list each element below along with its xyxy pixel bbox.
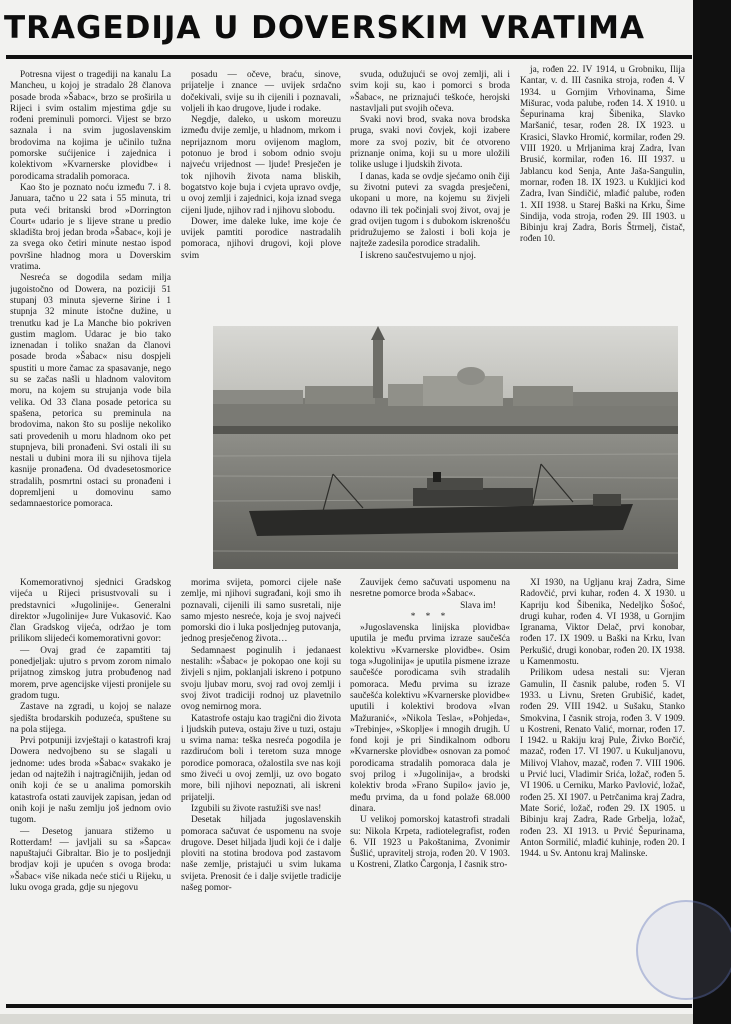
- ship-photo-icon: [213, 326, 678, 569]
- article-headline: TRAGEDIJA U DOVERSKIM VRATIMA: [4, 10, 645, 46]
- article-paragraph: »Jugoslavenska linijska plovidba« uputila je među prvima izraze saučešća kolektivu »Kvarnerske plovidbe«. Osim toga »Jugolinija« je uputila pismene izraze saučešće porodicama svih stradalih pomoraca. Među prvima su izraze saučešća kolektivu »Kvarnerske plovidbe« uputili i kolektivi brodova »Ivan Mažuranić«, »Nikola Tesla«, »Pohjeda«, »Trebinje«, »Skoplje« i mnogih drugih. U fond koji je pri Sindikalnom odboru »Kvarnerske plovidbe« osnovan za pomoć porodicama stradalih pomoraca dala je svoj prilog i »Jugolinija«, a brodski kolektiv broda »Frano Supilo« javio je, među prvima, da u fond polaže 68.000 dinara.: [350, 623, 510, 814]
- bottom-paper-strip: [0, 1014, 693, 1024]
- article-column-3: [350, 70, 510, 302]
- article-column-1: [10, 70, 171, 610]
- article-paragraph: Dower, ime daleke luke, ime koje će uvijek pamtiti porodice nastradalih pomoraca, njihovi drugovi, koji plove svim: [181, 216, 341, 261]
- article-paragraph: Svaki novi brod, svaka nova brodska pruga, svaki novi čovjek, koji izabere more za svoj poziv, bit će otvoreno priznanje onima, koji su u more uložili tolike usluge i ljudskih života.: [350, 115, 510, 171]
- article-paragraph: Nesreća se dogodila sedam milja jugoistočno od Dowera, na poziciji 51 stupanj 03 minuta sjeverne širine i 1 stupnja 32 minute istočne dužine, u trenutku kad je La Manche bio pokriven gustim maglom. Udarac je bio tako iznenadan i toliko snažan da članovi posade broda »Šabac« nisu dospjeli spustiti u more čamac za spasavanje, nego su se začas našli u hladnom valovitom moru, na kojem su strujanja vode bila velika. Od 33 člana posade petorica su spašena, petorica su preminula na brodovima, nakon što su poslije nekoliko sati provedenih u moru hladnom oko pet stupnjeva, bili pronađeni. Svi ostali ili su nestali u dubini mora ili su njihova tijela kasnije pronađena. Od dvadesetosmorice stradalih, posmrtni ostaci su pronađeni i dopremljeni u domovinu samo sedamnaestorice pomoraca.: [10, 273, 171, 510]
- dark-page-edge: [693, 0, 731, 1024]
- article-paragraph: * * *: [410, 611, 450, 622]
- article-paragraph: XI 1930, na Ugljanu kraj Zadra, Šime Radovčić, prvi kuhar, rođen 4. X 1930. u Kapriju kod Šibenika, Nedeljko Šošoć, drugi kuhar, rođen 4. VI 1938, u Gornjim Igranama, Viktor Delač, prvi konobar, rođen 17. IX 1909. u Baški na Krku, Ivan Perkušić, drugi konobar, rođen 20. IX 1938. u Kamenmostu.: [520, 578, 685, 668]
- article-paragraph: Zastave na zgradi, u kojoj se nalaze sjedišta brodarskih poduzeća, spuštene su na pola stijega.: [10, 702, 171, 735]
- article-paragraph: Katastrofe ostaju kao tragični dio života i ljudskih puteva, ostaju žive u tuzi, ostaju u svima nama: teška nesreća pogodila je razdirućom boli i teretom suza mnoge porodice pomoraca, ožalostila sve nas koji smo živeći u ovoj zemlji, uz ovo bogato more, bili njihovi nepoznati, ali iskreni prijatelji.: [181, 713, 341, 803]
- article-paragraph: morima svijeta, pomorci cijele naše zemlje, mi njihovi sugrađani, koji smo ih poznavali, cijenili ili samo susretali, nije samo mjesto nesreće, koja je svoj najveći pomorski dio i luka posljednjeg putovanja, jednog presječenog života…: [181, 578, 341, 645]
- article-paragraph: Slava im!: [460, 600, 496, 611]
- article-paragraph: Desetak hiljada jugoslavenskih pomoraca sačuvat će uspomenu na svoje drugove. Deset hiljada ljudi koji će i dalje ploviti na stotina brodova pod zastavom naše zemlje, pristajući u svim lukama svijeta. Prenosit će i dalje svijetle tradicije našeg pomor-: [181, 815, 341, 894]
- article-paragraph: Prvi potpuniji izvještaji o katastrofi kraj Dowera nedvojbeno su se slagali u jednome: udes broda »Šabac« svakako je jedan od najtežih i najtragičnijih, jedan od onih koji će se u analima pomorskih katastrofa ostati zauvijek zapisan, jedan od onih koji je našu zemlju još jednom ovio tugom.: [10, 736, 171, 826]
- article-paragraph: svuda, odužujući se ovoj zemlji, ali i svim koji su, kao i pomorci s broda »Šabac«, ne priznajući teškoće, herojski nastavljali put svojih očeva.: [350, 70, 510, 114]
- article-paragraph: — Desetog januara stižemo u Rotterdam! — javljali su sa »Šapca« napuštajući Gibraltar. Bio je to posljednji brodjav koji je upućen s ovoga broda: »Šabac« više nikada neće stići u Rijeku, u luku ovoga grada, gdje su njegovu: [10, 826, 171, 894]
- article-paragraph: Zauvijek ćemo sačuvati uspomenu na nesretne pomorce broda »Šabac«.: [350, 578, 510, 600]
- article-paragraph: I danas, kada se ovdje sjećamo onih čiji su životni putevi za svagda presječeni, ukopani u more, na kojemu su živjeli odavno ili tek počinjali svoj život, ovaj je grad ovijen tugom i s dubokom iskrenošću pridružujemo se žalosti i boli koja je najteže zadesila porodice stradalih.: [350, 171, 510, 250]
- article-paragraph: Komemorativnoj sjednici Gradskog vijeća u Rijeci prisustvovali su i predstavnici »Jugolinije«. Generalni direktor »Jugolinije« Jure Vukasović. Kao član Gradskog vijeća, održao je tom prilikom slijedeći komemorativni govor:: [10, 578, 171, 645]
- article-paragraph: ja, rođen 22. IV 1914, u Grobniku, Ilija Kantar, v. d. III časnika stroja, rođen 4. V 1934. u Gornjim Vrhovinama, Šime Mišurac, voda palube, rođen 14. X 1910. u Šepurinama kraj Šibenika, Slavko Maršanić, tesar, rođen 28. IX 1923. u Krasici, Slavko Hromić, kormilar, rođen 29. VIII 1920. u Mrljanima kraj Zadra, Ivan Brusić, kormilar, rođen 16. III 1937. u Jablancu kod Senja, Ante Jaša-Sangulin, mornar, rođen 18. IX 1923. u Kukljici kod Zadra, Ivan Sindičić, mlađić palube, rođen 1. XII 1938. u Starej Baški na Krku, Šime Sindija, voda stroja, rođen 29. III 1903. u Bibinju kraj Zadra, Boris Štrmelj, čistač, rođen 10.: [520, 65, 685, 245]
- article-column-4: [520, 65, 685, 302]
- library-stamp-icon: [636, 900, 731, 1000]
- article-paragraph: U velikoj pomorskoj katastrofi stradali su: Nikola Krpeta, radiotelegrafist, rođen 6. VII 1923 u Pakoštanima, Zvonimir Šušlić, upravitelj stroja, rođen 20. V 1903. u Kostreni, Zlatko Čargonja, I časnik stro-: [350, 815, 510, 871]
- article-paragraph: posadu — očeve, braću, sinove, prijatelje i znance — uvijek srdačno dočekivali, svije su ih cijenili i poznavali, voljeli ih kao drugove, ljude i rodake.: [181, 70, 341, 114]
- headline-rule: [6, 55, 692, 59]
- article-paragraph: I iskreno saučestvujemo u njoj.: [360, 250, 476, 261]
- article-paragraph: Sedamnaest poginulih i jedanaest nestalih: »Šabac« je pokopao one koji su živjeli s njim, poklanjali iskreno i potpuno svoju ljubav moru, svoj rad ovoj zemlji i svoj život tradiciji rodnoj uz plavetnilo ovog nemirnog mora.: [181, 645, 341, 713]
- article-paragraph: Prilikom udesa nestali su: Vjeran Gamulin, II časnik palube, rođen 5. VI 1933. u Livnu, Sreten Grubišić, kadet, rođen 29. VIII 1942. u Sušaku, Stanko Smokvina, I časnik stroja, rođen 3. V 1909. u Kostreni, Renato Valić, mornar, rođen 17. I 1942. u Rakiju kraj Pule, Živko Borčić, mazač, rođen 17. VI 1907. u Kukuljanovu, Milivoj Vlahov, mazač, rođen 7. VIII 1906. u Prvić luci, Vladimir Srića, ložač, rođen 5. VI 1906. u Cerniku, Marko Pavlović, ložač, rođen 25. XI 1907. u Petrčanima kraj Zadra, Mate Sorić, ložač, rođen 29. IX 1905. u Bibinju kraj Zadra, Rade Grbelja, ložač, rođen 23. XI 1913. u Prvić Šepurinama, Anton Sormilić, mlađić kuhinje, rođen 20. I 1944. u Sv. Antonu kraj Malinske.: [520, 668, 685, 860]
- article-paragraph: — Ovaj grad će zapamtiti taj ponedjeljak: ujutro s prvom zorom nimalo prijatnog zimskog jutra probuđenog nad morem, prve agencijske vijesti pronijele su gradom tugu.: [10, 645, 171, 701]
- article-paragraph: Izgubili su živote rastužiši sve nas!: [191, 803, 322, 814]
- article-paragraph: Negdje, daleko, u uskom moreuzu između dvije zemlje, u hladnom, mrkom i neprijaznom moru ovijenom maglom, potonuo je brod i sobom odnio svoju najveću vrijednost — ljude! Presječen je tok njihovih života nama bliskih, bogatstvo koje bujа i cvjeta upravo ovdje, u ovoj zemlji i zajednici, koja iznad svega cijeni ljude, njihov rad i njihovu slobodu.: [181, 115, 341, 216]
- article-column-2: [181, 70, 341, 302]
- article-paragraph: Potresna vijest o tragediji na kanalu La Mancheu, u kojoj je stradalo 28 članova posade broda »Šabac«, brzo se proširila u Rijeci i svim ostalim mjestima gdje su rođeni preminuli pomorci. Vijest se brzo saznala i na svim jugoslavenskim brodovima na kojima je učinilo tužna pomorske sućijenice i zajednica i kolektivom »Kvarnerske plovidbe« i porodicama stradalih pomoraca.: [10, 70, 171, 182]
- article-column-6: [350, 578, 510, 998]
- article-column-5: [181, 578, 341, 998]
- bottom-rule: [6, 1004, 692, 1008]
- article-column-left-lower: [10, 578, 171, 998]
- article-paragraph: Kao što je poznato noću između 7. i 8. Januara, tačno u 22 sata i 55 minuta, tri puta veći britanski brod »Dorrington Court« udario je s lijeve strane u predio skladišta broj jedan broda »Šabac«, koji je za svega oko četiri minute nestao ispod površine hladnog mora u Doverskim vratima.: [10, 182, 171, 273]
- ship-photo: [213, 326, 678, 569]
